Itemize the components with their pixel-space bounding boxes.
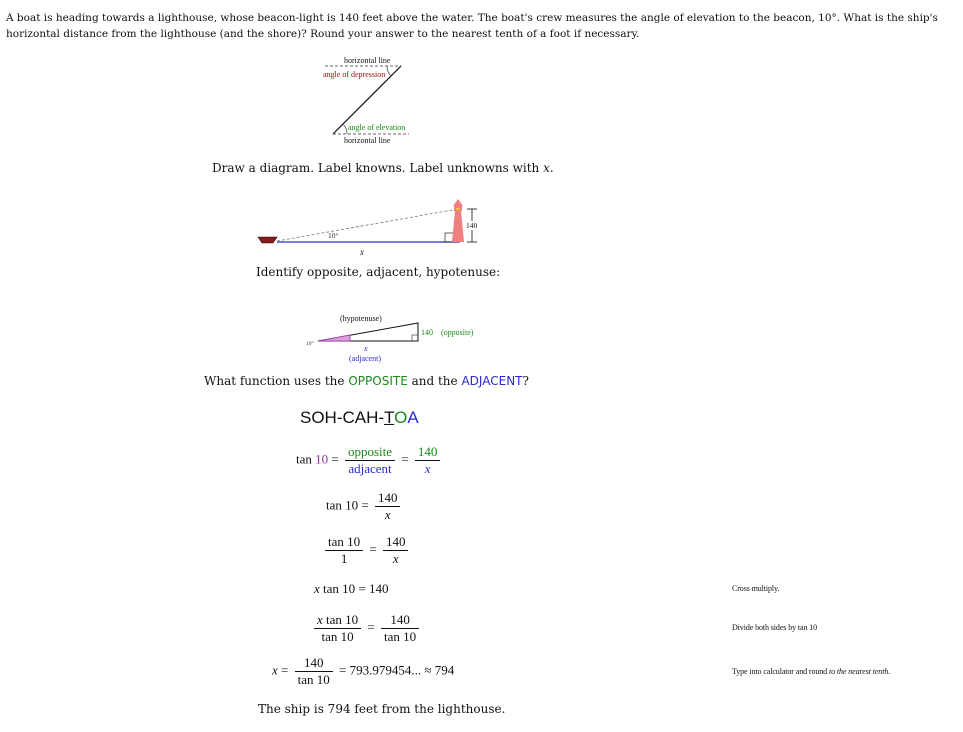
tan10-text: tan 10 bbox=[326, 612, 359, 627]
adjacent-label: (adjacent) bbox=[349, 354, 381, 363]
draw-diagram-instruction bbox=[212, 161, 554, 175]
adjacent-variable: x bbox=[364, 344, 368, 353]
toa-t: T bbox=[384, 408, 395, 427]
numerator-140: 140 bbox=[415, 444, 441, 461]
numerator-tan10: tan 10 bbox=[325, 534, 363, 551]
labeled-triangle-diagram bbox=[300, 308, 500, 368]
angle-label: 10° bbox=[328, 231, 339, 240]
equals-sign: = bbox=[369, 541, 377, 557]
boat-lighthouse-diagram bbox=[255, 196, 490, 258]
angle-label: 10° bbox=[306, 341, 314, 347]
identify-instruction: Identify opposite, adjacent, hypotenuse: bbox=[256, 265, 501, 279]
numerator-140: 140 bbox=[295, 655, 333, 672]
denominator-tan10: tan 10 bbox=[297, 672, 330, 687]
equation-result bbox=[272, 655, 454, 688]
left-fraction bbox=[314, 612, 361, 645]
distance-label: x bbox=[360, 247, 364, 257]
denominator-x: x bbox=[384, 507, 391, 522]
denominator-one: 1 bbox=[340, 551, 348, 566]
denominator-x: x bbox=[424, 461, 431, 476]
opposite-keyword: OPPOSITE bbox=[348, 374, 408, 388]
toa-a: A bbox=[407, 408, 419, 427]
function-question-text: What function uses the bbox=[204, 374, 345, 388]
hypotenuse-label: (hypotenuse) bbox=[340, 314, 382, 323]
equation-divide bbox=[311, 612, 422, 645]
elevation-depression-diagram bbox=[315, 52, 425, 147]
opposite-label: (opposite) bbox=[441, 328, 474, 337]
adjacent-denominator: adjacent bbox=[348, 461, 392, 476]
conclusion: The ship is 794 feet from the lighthouse. bbox=[258, 702, 506, 716]
equals-sign: = bbox=[361, 497, 369, 513]
function-question-mark: ? bbox=[522, 374, 529, 388]
denominator-tan10: tan 10 bbox=[384, 629, 417, 644]
result-value: = 793.979454... ≈ 794 bbox=[339, 662, 455, 678]
equation-substituted bbox=[326, 490, 403, 523]
left-fraction bbox=[325, 534, 363, 567]
angle-of-depression-label: angle of depression bbox=[323, 70, 386, 79]
draw-instruction-variable: x bbox=[543, 161, 550, 175]
right-fraction bbox=[381, 612, 419, 645]
equation-tangent-ratio bbox=[296, 444, 443, 477]
tan-text: tan bbox=[296, 451, 312, 467]
opposite-numerator: opposite bbox=[345, 444, 395, 461]
ratio-fraction bbox=[345, 444, 395, 477]
note-calculator-text: Type into calculator and round bbox=[732, 667, 828, 676]
boat-icon bbox=[258, 237, 277, 243]
draw-instruction-text: Draw a diagram. Label knowns. Label unknowns with bbox=[212, 161, 540, 175]
equation-cross-multiplied bbox=[314, 581, 389, 597]
numerator-140: 140 bbox=[375, 490, 401, 507]
adjacent-keyword: ADJACENT bbox=[461, 374, 523, 388]
equals-sign: = bbox=[401, 451, 409, 467]
denominator-x: x bbox=[392, 551, 399, 566]
value-fraction bbox=[375, 490, 401, 523]
denominator-tan10: tan 10 bbox=[321, 629, 354, 644]
angle-of-elevation-label: angle of elevation bbox=[348, 123, 406, 132]
angle-ten: 10 bbox=[315, 451, 329, 467]
function-question bbox=[204, 374, 529, 388]
variable-x: x bbox=[314, 581, 320, 596]
equation-proportion bbox=[322, 534, 411, 567]
note-calculator bbox=[732, 667, 890, 676]
right-fraction bbox=[383, 534, 409, 567]
numerator-140: 140 bbox=[383, 534, 409, 551]
tan10-text: tan 10 bbox=[326, 497, 359, 513]
bottom-horizontal-label: horizontal line bbox=[344, 136, 391, 145]
toa-o: O bbox=[394, 408, 408, 427]
variable-x: x bbox=[272, 662, 278, 678]
height-label: 140 bbox=[466, 221, 478, 230]
equals-sign: = bbox=[281, 662, 289, 678]
problem-statement: A boat is heading towards a lighthouse, whose beacon-light is 140 feet above the water. The boat's crew measures the angle of elevation to the beacon, 10°. What is the ship's horizontal distance from the lighthouse (and the shore)? Round your answer to the nearest tenth of a foot if necessary. bbox=[6, 12, 938, 40]
lighthouse-icon bbox=[452, 199, 464, 242]
opposite-value: 140 bbox=[421, 328, 433, 337]
numerator-140: 140 bbox=[381, 612, 419, 629]
value-fraction bbox=[415, 444, 441, 477]
result-fraction bbox=[295, 655, 333, 688]
cross-multiplied-text: tan 10 = 140 bbox=[323, 581, 389, 596]
note-cross-multiply: Cross multiply. bbox=[732, 584, 780, 593]
equals-sign: = bbox=[331, 451, 339, 467]
draw-instruction-period: . bbox=[549, 161, 554, 175]
note-divide: Divide both sides by tan 10 bbox=[732, 623, 818, 632]
numerator-x-tan10 bbox=[314, 612, 361, 629]
equals-sign: = bbox=[367, 619, 375, 635]
top-horizontal-label: horizontal line bbox=[344, 56, 391, 65]
function-question-and: and the bbox=[411, 374, 458, 388]
soh-cah-part: SOH-CAH- bbox=[300, 408, 385, 427]
soh-cah-toa-mnemonic bbox=[300, 408, 419, 428]
note-calculator-italic: to the nearest tenth. bbox=[828, 667, 891, 676]
variable-x: x bbox=[317, 612, 323, 627]
